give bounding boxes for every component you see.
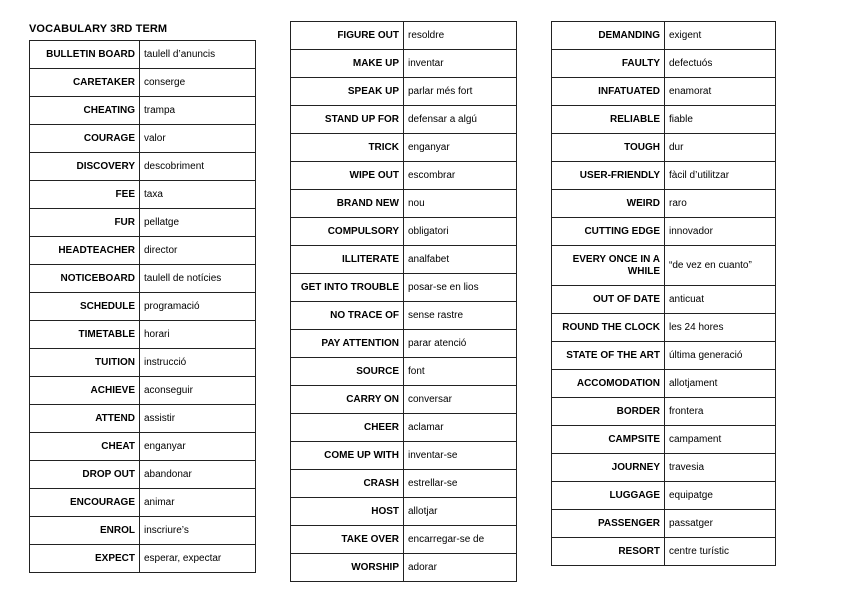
vocab-term: ENCOURAGE xyxy=(30,489,140,517)
vocab-translation: conversar xyxy=(404,386,517,414)
vocab-term: DROP OUT xyxy=(30,461,140,489)
vocab-translation: inscriure’s xyxy=(140,517,256,545)
vocab-row xyxy=(291,246,517,274)
vocab-translation: defensar a algú xyxy=(404,106,517,134)
vocab-row xyxy=(30,293,256,321)
vocab-row xyxy=(30,265,256,293)
vocab-term: CARETAKER xyxy=(30,69,140,97)
vocab-row xyxy=(30,97,256,125)
vocab-row xyxy=(552,398,776,426)
vocab-term: CHEATING xyxy=(30,97,140,125)
vocab-term: ENROL xyxy=(30,517,140,545)
vocab-row xyxy=(552,50,776,78)
vocab-table-2 xyxy=(290,21,517,582)
vocab-translation: estrellar-se xyxy=(404,470,517,498)
vocab-row xyxy=(552,22,776,50)
vocab-row xyxy=(30,69,256,97)
vocab-row xyxy=(291,50,517,78)
vocab-row xyxy=(291,414,517,442)
vocab-row xyxy=(30,545,256,573)
vocab-term: TUITION xyxy=(30,349,140,377)
vocab-term: RESORT xyxy=(552,538,665,566)
vocab-term: COMPULSORY xyxy=(291,218,404,246)
vocab-row xyxy=(30,349,256,377)
vocab-term: USER-FRIENDLY xyxy=(552,162,665,190)
vocab-row xyxy=(291,386,517,414)
vocab-term: OUT OF DATE xyxy=(552,286,665,314)
vocab-translation: exigent xyxy=(665,22,776,50)
vocab-row xyxy=(30,209,256,237)
vocab-row xyxy=(30,125,256,153)
vocab-row xyxy=(30,153,256,181)
vocab-term: BORDER xyxy=(552,398,665,426)
vocab-term: SPEAK UP xyxy=(291,78,404,106)
vocab-translation: programació xyxy=(140,293,256,321)
vocab-translation: abandonar xyxy=(140,461,256,489)
vocab-translation: sense rastre xyxy=(404,302,517,330)
vocab-term: DISCOVERY xyxy=(30,153,140,181)
vocab-term: PASSENGER xyxy=(552,510,665,538)
vocab-term: TIMETABLE xyxy=(30,321,140,349)
vocab-term: BULLETIN BOARD xyxy=(30,41,140,69)
vocab-row xyxy=(291,274,517,302)
vocab-row xyxy=(552,162,776,190)
vocab-translation: obligatori xyxy=(404,218,517,246)
vocab-term: FEE xyxy=(30,181,140,209)
vocab-translation: fiable xyxy=(665,106,776,134)
vocab-row xyxy=(30,181,256,209)
vocab-term: LUGGAGE xyxy=(552,482,665,510)
vocab-row xyxy=(291,330,517,358)
vocab-term: ILLITERATE xyxy=(291,246,404,274)
vocab-term: WIPE OUT xyxy=(291,162,404,190)
vocab-translation: taxa xyxy=(140,181,256,209)
vocab-translation: valor xyxy=(140,125,256,153)
vocab-row xyxy=(291,218,517,246)
vocab-term: CAMPSITE xyxy=(552,426,665,454)
vocab-term: ATTEND xyxy=(30,405,140,433)
vocab-term: CUTTING EDGE xyxy=(552,218,665,246)
vocab-row xyxy=(291,134,517,162)
vocab-row xyxy=(30,41,256,69)
vocab-row xyxy=(30,489,256,517)
vocab-translation: les 24 hores xyxy=(665,314,776,342)
vocab-row xyxy=(291,358,517,386)
vocab-term: SOURCE xyxy=(291,358,404,386)
vocab-term: ROUND THE CLOCK xyxy=(552,314,665,342)
vocab-row xyxy=(552,106,776,134)
vocab-translation: innovador xyxy=(665,218,776,246)
vocab-term: PAY ATTENTION xyxy=(291,330,404,358)
vocab-translation: campament xyxy=(665,426,776,454)
vocab-translation: raro xyxy=(665,190,776,218)
vocab-row xyxy=(552,78,776,106)
vocab-translation: parar atenció xyxy=(404,330,517,358)
vocab-term: HEADTEACHER xyxy=(30,237,140,265)
vocab-row xyxy=(552,286,776,314)
vocab-translation: “de vez en cuanto” xyxy=(665,246,776,286)
vocab-translation: inventar-se xyxy=(404,442,517,470)
vocab-translation: enamorat xyxy=(665,78,776,106)
vocab-term: CARRY ON xyxy=(291,386,404,414)
vocab-translation: taulell d’anuncis xyxy=(140,41,256,69)
vocab-row xyxy=(291,554,517,582)
vocab-translation: esperar, expectar xyxy=(140,545,256,573)
vocab-translation: frontera xyxy=(665,398,776,426)
vocab-translation: director xyxy=(140,237,256,265)
vocab-term: TAKE OVER xyxy=(291,526,404,554)
vocab-term: TOUGH xyxy=(552,134,665,162)
vocab-translation: anticuat xyxy=(665,286,776,314)
vocab-translation: horari xyxy=(140,321,256,349)
vocab-table-3 xyxy=(551,21,776,566)
vocab-row xyxy=(30,433,256,461)
vocab-translation: fàcil d’utilitzar xyxy=(665,162,776,190)
vocab-row xyxy=(30,377,256,405)
vocab-translation: parlar més fort xyxy=(404,78,517,106)
vocab-row xyxy=(291,302,517,330)
vocab-translation: enganyar xyxy=(140,433,256,461)
vocab-translation: conserge xyxy=(140,69,256,97)
vocab-term: STATE OF THE ART xyxy=(552,342,665,370)
vocab-translation: enganyar xyxy=(404,134,517,162)
vocab-row xyxy=(30,237,256,265)
vocab-term: COME UP WITH xyxy=(291,442,404,470)
vocab-row xyxy=(552,482,776,510)
vocab-translation: trampa xyxy=(140,97,256,125)
vocab-row xyxy=(30,321,256,349)
vocab-term: SCHEDULE xyxy=(30,293,140,321)
vocab-translation: instrucció xyxy=(140,349,256,377)
vocab-row xyxy=(291,78,517,106)
vocab-term: NO TRACE OF xyxy=(291,302,404,330)
vocab-translation: aconseguir xyxy=(140,377,256,405)
vocab-translation: aclamar xyxy=(404,414,517,442)
vocab-row xyxy=(552,246,776,286)
vocab-row xyxy=(552,426,776,454)
vocab-term: NOTICEBOARD xyxy=(30,265,140,293)
vocab-translation: posar-se en lios xyxy=(404,274,517,302)
vocab-translation: defectuós xyxy=(665,50,776,78)
vocab-translation: encarregar-se de xyxy=(404,526,517,554)
vocab-translation: adorar xyxy=(404,554,517,582)
vocab-table-1 xyxy=(29,40,256,573)
vocab-term: HOST xyxy=(291,498,404,526)
vocab-term: INFATUATED xyxy=(552,78,665,106)
vocab-term: BRAND NEW xyxy=(291,190,404,218)
vocab-row xyxy=(291,106,517,134)
vocab-term: EXPECT xyxy=(30,545,140,573)
page-title: VOCABULARY 3RD TERM xyxy=(29,23,168,35)
vocab-term: DEMANDING xyxy=(552,22,665,50)
vocab-translation: última generació xyxy=(665,342,776,370)
vocab-term: GET INTO TROUBLE xyxy=(291,274,404,302)
vocab-translation: inventar xyxy=(404,50,517,78)
vocab-row xyxy=(552,314,776,342)
vocab-row xyxy=(291,526,517,554)
vocab-term: RELIABLE xyxy=(552,106,665,134)
vocab-translation: taulell de notícies xyxy=(140,265,256,293)
vocab-translation: passatger xyxy=(665,510,776,538)
vocab-term: COURAGE xyxy=(30,125,140,153)
vocab-row xyxy=(291,22,517,50)
vocab-row xyxy=(552,342,776,370)
vocab-translation: travesia xyxy=(665,454,776,482)
vocab-translation: font xyxy=(404,358,517,386)
vocab-row xyxy=(30,405,256,433)
vocab-row xyxy=(552,454,776,482)
vocab-term: WEIRD xyxy=(552,190,665,218)
vocab-translation: dur xyxy=(665,134,776,162)
vocab-term: TRICK xyxy=(291,134,404,162)
vocab-term: FUR xyxy=(30,209,140,237)
vocab-term: WORSHIP xyxy=(291,554,404,582)
vocab-term: EVERY ONCE IN A WHILE xyxy=(552,246,665,286)
vocab-translation: escombrar xyxy=(404,162,517,190)
vocab-translation: analfabet xyxy=(404,246,517,274)
vocab-term: CHEAT xyxy=(30,433,140,461)
vocab-row xyxy=(291,498,517,526)
vocab-term: MAKE UP xyxy=(291,50,404,78)
vocab-translation: descobriment xyxy=(140,153,256,181)
vocab-row xyxy=(552,190,776,218)
vocab-row xyxy=(552,370,776,398)
vocab-row xyxy=(552,510,776,538)
vocab-row xyxy=(552,218,776,246)
vocab-translation: equipatge xyxy=(665,482,776,510)
vocab-row xyxy=(552,134,776,162)
vocab-term: STAND UP FOR xyxy=(291,106,404,134)
vocab-translation: nou xyxy=(404,190,517,218)
vocab-row xyxy=(291,470,517,498)
vocab-translation: pellatge xyxy=(140,209,256,237)
vocab-row xyxy=(291,162,517,190)
vocab-row xyxy=(30,461,256,489)
vocab-term: FAULTY xyxy=(552,50,665,78)
vocab-term: JOURNEY xyxy=(552,454,665,482)
vocab-translation: allotjar xyxy=(404,498,517,526)
vocab-translation: resoldre xyxy=(404,22,517,50)
vocab-row xyxy=(291,442,517,470)
vocab-term: FIGURE OUT xyxy=(291,22,404,50)
vocab-translation: centre turístic xyxy=(665,538,776,566)
vocab-translation: allotjament xyxy=(665,370,776,398)
vocab-term: ACCOMODATION xyxy=(552,370,665,398)
vocab-term: CRASH xyxy=(291,470,404,498)
vocab-translation: animar xyxy=(140,489,256,517)
vocab-translation: assistir xyxy=(140,405,256,433)
vocab-term: CHEER xyxy=(291,414,404,442)
vocab-row xyxy=(552,538,776,566)
vocab-row xyxy=(30,517,256,545)
vocab-row xyxy=(291,190,517,218)
vocab-term: ACHIEVE xyxy=(30,377,140,405)
